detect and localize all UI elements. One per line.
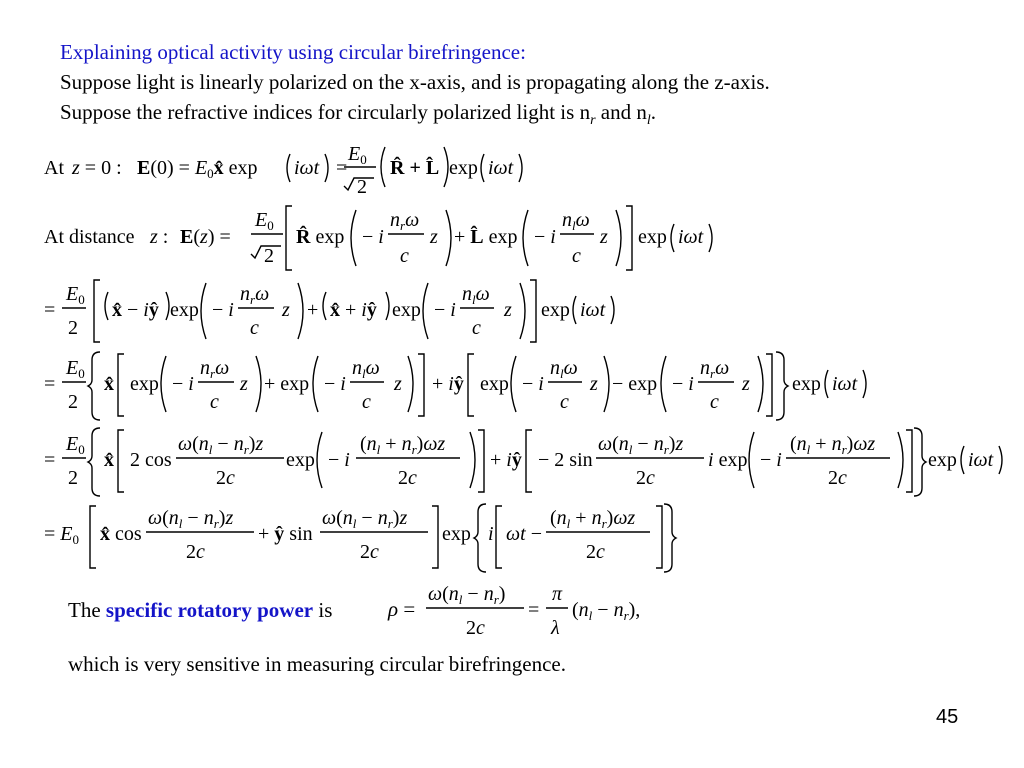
eq5-brace-right <box>914 428 926 496</box>
eq6-bracket-right <box>432 506 438 568</box>
eq2-p3-left <box>671 224 674 252</box>
eq1-paren-left <box>287 154 290 182</box>
eq2-z-1: z <box>430 226 438 248</box>
eq4-nl-w-1: $n_l\omega$ <box>352 357 380 381</box>
eq1-lhs: $E(0) = E_0x̂$ exp <box>137 157 258 181</box>
equation-4 <box>44 352 866 420</box>
eq7-den-1: 2c <box>466 617 485 639</box>
eq5-p3-right <box>999 446 1002 474</box>
eq3-iwt: iωt <box>580 299 606 321</box>
eq3-nl-w: $n_l\omega$ <box>462 283 490 307</box>
eq3-exp-2: exp <box>392 299 421 321</box>
eq5-p2-right <box>898 432 903 488</box>
eq4-minus-exp: − exp <box>612 373 658 395</box>
eq6-bracket-left <box>90 506 96 568</box>
eq2-p3-right <box>709 224 712 252</box>
eq3-p1-left <box>105 292 108 320</box>
eq5-bracket1-right <box>478 430 484 492</box>
eq4-c-3: c <box>560 391 569 413</box>
eq5-minus-i-1: − i <box>328 449 350 471</box>
eq3-nr-w: $n_r\omega$ <box>240 283 270 307</box>
slide-heading: Explaining optical activity using circular birefringence: <box>60 40 526 64</box>
equation-7 <box>387 583 640 639</box>
eq4-minus-i-4: − i <box>672 373 694 395</box>
eq3-bracket-left <box>94 280 100 342</box>
eq4-exp-final: exp <box>792 373 821 395</box>
eq5-frac-num: $E_0$ <box>66 433 85 457</box>
eq2-p2-left <box>523 210 528 266</box>
eq5-den-4: 2c <box>828 467 847 489</box>
eq5-frac-den: 2 <box>68 467 78 489</box>
eq5-minus-2sin: − 2 sin <box>538 449 593 471</box>
closing-line: which is very sensitive in measuring circular birefringence. <box>68 652 566 676</box>
eq1-paren2-right <box>519 154 522 182</box>
specific-is: is <box>313 598 333 622</box>
eq5-den-2: 2c <box>398 467 417 489</box>
eq6-den-1: 2c <box>186 541 205 563</box>
specific-power-line <box>68 598 332 623</box>
eq6-i: i <box>488 523 494 545</box>
intro-line-1-text: Suppose light is linearly polarized on the x-axis, and is propagating along the z-axis. <box>60 70 770 94</box>
eq4-nl-w-2: $n_l\omega$ <box>550 357 578 381</box>
eq1-iwt: iωt <box>294 157 320 179</box>
eq1-paren-right <box>325 154 328 182</box>
eq2-sqrt-2: 2 <box>264 245 274 267</box>
eq4-c-4: c <box>710 391 719 413</box>
eq6-brace-right <box>664 504 676 572</box>
eq1-exp: exp <box>449 157 478 179</box>
eq5-x: x̂ <box>104 449 114 471</box>
eq4-brace-right <box>776 352 788 420</box>
eq4-p2-left <box>313 356 318 412</box>
eq4-brace-left <box>88 352 100 420</box>
eq4-frac-num: $E_0$ <box>66 357 85 381</box>
eq6-wt-minus: ωt − <box>506 523 542 545</box>
eq1-big-paren-left <box>381 147 385 187</box>
eq3-exp-3: exp <box>541 299 570 321</box>
eq3-p1-right <box>166 292 169 320</box>
eq5-num-1: $\omega(n_l - n_r)z$ <box>178 433 264 457</box>
eq5-num-4: $(n_l + n_r)\omega z$ <box>790 433 876 457</box>
eq5-den-3: 2c <box>636 467 655 489</box>
eq2-R-exp: R̂ exp <box>296 226 345 248</box>
eq5-bracket2-left <box>526 430 532 492</box>
eq3-x-plus-iy: x̂ + iŷ <box>330 299 377 321</box>
eq7-num-1: $\omega(n_l - n_r)$ <box>428 583 506 607</box>
intro-line-2-text: Suppose the refractive indices for circularly polarized light is n <box>60 100 591 124</box>
eq3-p4-right <box>520 283 525 339</box>
eq3-p3-right <box>386 292 389 320</box>
eq1-equals: = <box>336 157 348 179</box>
eq4-p1-left <box>161 356 166 412</box>
page-number: 45 <box>936 706 959 728</box>
eq2-c-1: c <box>400 245 409 267</box>
eq2-at-label: At distance <box>44 226 135 248</box>
eq3-p2-left <box>201 283 206 339</box>
eq5-plus-iy: + iŷ <box>490 449 522 471</box>
eq4-bracket2-right <box>766 354 772 416</box>
eq4-minus-i-1: − i <box>172 373 194 395</box>
eq3-p2-right <box>298 283 303 339</box>
eq4-iwt: iωt <box>832 373 858 395</box>
specific-prefix: The <box>68 598 106 622</box>
eq4-c-2: c <box>362 391 371 413</box>
equation-3 <box>44 280 614 342</box>
eq1-big-paren-right <box>444 147 448 187</box>
eq5-brace-left <box>88 428 100 496</box>
eq5-p3-left <box>961 446 964 474</box>
eq4-bracket2-left <box>468 354 474 416</box>
eq5-num-3: $\omega(n_l - n_r)z$ <box>598 433 684 457</box>
intro-sub-l: l <box>646 113 651 129</box>
eq4-plus-iy: + iŷ <box>432 373 464 395</box>
eq4-p3-left <box>511 356 516 412</box>
eq4-p2-right <box>408 356 413 412</box>
eq6-den-2: 2c <box>360 541 379 563</box>
eq2-lhs: E(z) = <box>180 226 231 248</box>
eq6-brace-left <box>474 504 486 572</box>
eq4-minus-i-3: − i <box>522 373 544 395</box>
eq5-bracket2-right <box>906 430 912 492</box>
eq6-num-2: $\omega(n_l - n_r)z$ <box>322 507 408 531</box>
intro-line-2-and: and n <box>595 100 647 124</box>
eq4-equals: = <box>44 373 56 395</box>
eq4-minus-i-2: − i <box>324 373 346 395</box>
eq6-xcos: x̂ cos <box>100 523 142 545</box>
eq7-rho: ρ = <box>388 597 416 621</box>
eq1-paren2-left <box>481 154 484 182</box>
eq2-iwt: iωt <box>678 226 704 248</box>
eq3-equals: = <box>44 299 56 321</box>
eq2-z-2: z <box>600 226 608 248</box>
eq4-x: x̂ <box>104 373 114 395</box>
intro-sub-r: r <box>590 113 596 129</box>
eq7-equals: = <box>528 599 540 621</box>
eq7-pi: π <box>552 583 563 605</box>
eq6-lhs: = $E_0$ <box>44 523 79 547</box>
eq3-minus-i-2: − i <box>434 299 456 321</box>
eq1-at-label: At <box>44 157 64 179</box>
equation-6 <box>44 504 676 572</box>
eq1-iwt2: iωt <box>488 157 514 179</box>
eq1-frac-num: $E_0$ <box>348 143 367 167</box>
eq4-p4-left <box>661 356 666 412</box>
eq5-exp-final: exp <box>928 449 957 471</box>
eq7-diff: $(n_l - n_r)$, <box>572 599 641 623</box>
eq3-c-1: c <box>250 317 259 339</box>
eq2-nl-w: $n_l\omega$ <box>562 209 590 233</box>
eq3-plus: + <box>307 299 319 321</box>
eq3-frac-den: 2 <box>68 317 78 339</box>
eq6-bracket2-left <box>496 506 502 568</box>
eq2-minus-i-1: − i <box>362 226 384 248</box>
eq6-ysin: + ŷ sin <box>258 523 313 545</box>
eq2-frac-num: $E_0$ <box>255 209 274 233</box>
intro-line-2-end: . <box>650 100 656 124</box>
eq3-x-iy: x̂ − iŷ <box>112 299 159 321</box>
eq4-p5-right <box>863 370 866 398</box>
eq1-RL: R̂ + L̂ <box>390 157 440 179</box>
eq5-minus-i-2: − i <box>760 449 782 471</box>
eq7-lambda: λ <box>551 617 560 639</box>
eq2-condition: z : <box>150 226 169 248</box>
eq5-p1-right <box>470 432 475 488</box>
eq5-p2-left <box>749 432 754 488</box>
eq5-p1-left <box>317 432 322 488</box>
eq1-sqrt-2: 2 <box>357 176 367 198</box>
eq4-p3-right <box>604 356 609 412</box>
eq3-z-1: z <box>282 299 290 321</box>
eq4-z-3: z <box>590 373 598 395</box>
eq3-frac-num: $E_0$ <box>66 283 85 307</box>
eq5-exp-1: exp <box>286 449 315 471</box>
eq4-bracket1-left <box>118 354 124 416</box>
eq1-condition: z = 0 : <box>72 157 122 179</box>
eq5-i-exp: i exp <box>708 449 748 471</box>
eq4-nr-w-2: $n_r\omega$ <box>700 357 730 381</box>
eq4-nr-w-1: $n_r\omega$ <box>200 357 230 381</box>
eq2-bracket-right <box>626 206 632 270</box>
eq3-c-2: c <box>472 317 481 339</box>
eq3-minus-i-1: − i <box>212 299 234 321</box>
eq6-den-3: 2c <box>586 541 605 563</box>
eq3-exp-1: exp <box>170 299 199 321</box>
eq5-equals: = <box>44 449 56 471</box>
equation-2 <box>44 206 712 270</box>
eq3-bracket-right <box>530 280 536 342</box>
eq2-exp: exp <box>638 226 667 248</box>
eq4-exp-1: exp <box>130 373 159 395</box>
eq6-num-1: $\omega(n_l - n_r)z$ <box>148 507 234 531</box>
eq3-p4-left <box>423 283 428 339</box>
eq5-num-2: $(n_l + n_r)\omega z$ <box>360 433 446 457</box>
eq4-plus-exp: + exp <box>264 373 310 395</box>
eq3-p5-right <box>611 296 614 324</box>
eq4-exp-3: exp <box>480 373 509 395</box>
eq6-num-3: $(n_l + n_r)\omega z$ <box>550 507 636 531</box>
eq5-den-1: 2c <box>216 467 235 489</box>
eq2-nr-w: $n_r\omega$ <box>390 209 420 233</box>
eq3-z-2: z <box>504 299 512 321</box>
eq3-p3-left <box>323 292 326 320</box>
eq4-frac-den: 2 <box>68 391 78 413</box>
eq2-p1-right <box>446 210 451 266</box>
eq2-plus-L: + L̂ exp <box>454 226 518 248</box>
equation-5 <box>44 428 1002 496</box>
equation-1 <box>44 143 522 198</box>
eq5-2cos: 2 cos <box>130 449 172 471</box>
eq4-p1-right <box>256 356 261 412</box>
eq4-z-1: z <box>240 373 248 395</box>
eq2-bracket-left <box>286 206 292 270</box>
eq4-z-2: z <box>394 373 402 395</box>
eq4-z-4: z <box>742 373 750 395</box>
eq2-p1-left <box>351 210 356 266</box>
eq2-minus-i-2: − i <box>534 226 556 248</box>
eq6-exp: exp <box>442 523 471 545</box>
eq4-p5-left <box>825 370 828 398</box>
eq5-iwt: iωt <box>968 449 994 471</box>
eq4-c-1: c <box>210 391 219 413</box>
eq4-bracket1-right <box>418 354 424 416</box>
eq2-c-2: c <box>572 245 581 267</box>
eq4-p4-right <box>758 356 763 412</box>
eq5-bracket1-left <box>118 430 124 492</box>
eq6-bracket2-right <box>656 506 662 568</box>
eq2-p2-right <box>616 210 621 266</box>
specific-power-term: specific rotatory power <box>105 598 314 622</box>
eq3-p5-left <box>573 296 576 324</box>
